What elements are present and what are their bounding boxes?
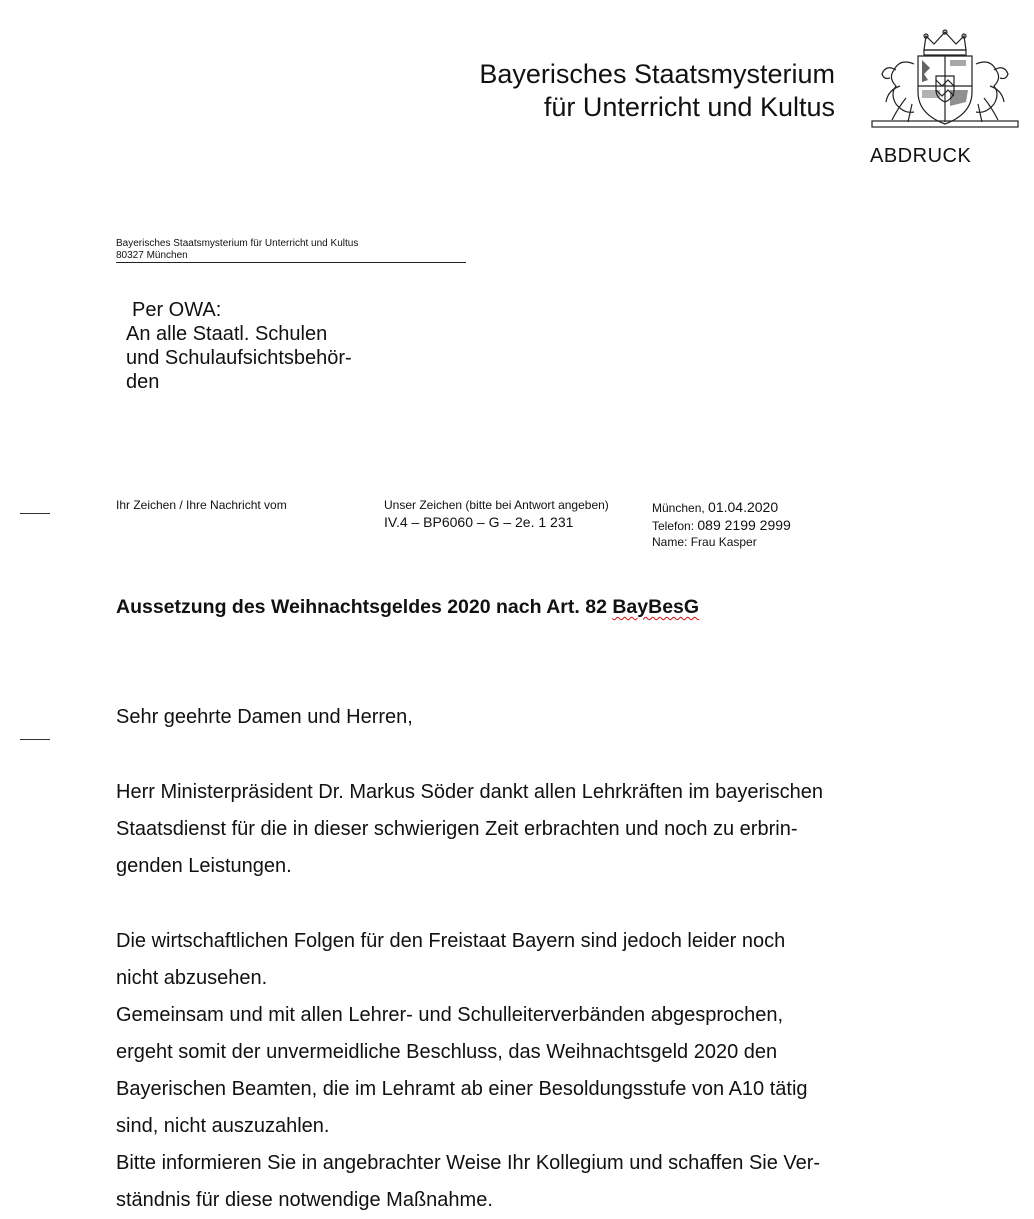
ministry-name-line2: für Unterricht und Kultus [543, 92, 835, 122]
our-reference [384, 497, 609, 531]
paragraph-2 [116, 923, 916, 1219]
ministry-name-line1: Bayerisches Staatsmysterium [479, 59, 835, 89]
phone-label: Telefon: [652, 519, 695, 533]
phone-number: 089 2199 2999 [697, 517, 791, 533]
paragraph-line: Die wirtschaftlichen Folgen für den Freistaat Bayern sind jedoch leider noch [116, 930, 786, 952]
our-reference-value: IV.4 – BP6060 – G – 2e. 1 231 [384, 514, 574, 530]
paragraph-1 [116, 774, 916, 885]
subject-law-abbrev: BayBesG [612, 596, 700, 618]
paragraph-line: nicht abzusehen. [116, 967, 268, 989]
your-reference-label: Ihr Zeichen / Ihre Nachricht vom [116, 498, 287, 512]
recipient-line-3: und Schulaufsichtsbehör- [126, 347, 352, 369]
ministry-heading [380, 58, 835, 124]
bavarian-coat-of-arms-icon [866, 28, 1024, 128]
paragraph-line: ergeht somit der unvermeidliche Beschluss, das Weihnachtsgeld 2020 den [116, 1041, 778, 1063]
sender-city: 80327 München [116, 250, 188, 261]
contact-name: Frau Kasper [690, 535, 757, 549]
phone-line [652, 516, 791, 534]
fold-mark-middle [20, 739, 50, 740]
paragraph-line: Gemeinsam und mit allen Lehrer- und Schulleiterverbänden abgesprochen, [116, 1004, 784, 1026]
recipient-block [126, 298, 352, 394]
name-line [652, 534, 791, 550]
sender-ministry: Bayerisches Staatsmysterium für Unterricht und Kultus [116, 238, 359, 249]
salutation: Sehr geehrte Damen und Herren, [116, 706, 413, 728]
recipient-line-1: Per OWA: [132, 299, 222, 321]
paragraph-line: sind, nicht auszuzahlen. [116, 1115, 330, 1137]
our-reference-label: Unser Zeichen (bitte bei Antwort angeben) [384, 498, 609, 512]
paragraph-line: Staatsdienst für die in dieser schwierigen Zeit erbrachten und noch zu erbrin- [116, 818, 798, 840]
paragraph-line: genden Leistungen. [116, 855, 292, 877]
name-label: Name: [652, 535, 688, 549]
date-line [652, 498, 791, 516]
letter-date: 01.04.2020 [708, 499, 779, 515]
subject-text: Aussetzung des Weihnachtsgeldes 2020 nach Art. 82 [116, 596, 607, 618]
paragraph-line: Bitte informieren Sie in angebrachter Weise Ihr Kollegium und schaffen Sie Ver- [116, 1152, 821, 1174]
contact-info [652, 498, 791, 550]
sender-return-address [116, 238, 466, 263]
fold-mark-top [20, 513, 50, 514]
paragraph-line: ständnis für diese notwendige Maßnahme. [116, 1189, 493, 1211]
paragraph-line: Bayerischen Beamten, die im Lehramt ab einer Besoldungsstufe von A10 tätig [116, 1078, 808, 1100]
letter-subject [116, 596, 699, 619]
copy-stamp: ABDRUCK [870, 145, 972, 167]
city-label: München, [652, 501, 705, 515]
paragraph-line: Herr Ministerpräsident Dr. Markus Söder dankt allen Lehrkräften im bayerischen [116, 781, 823, 803]
recipient-line-4: den [126, 371, 160, 393]
recipient-line-2: An alle Staatl. Schulen [126, 323, 328, 345]
